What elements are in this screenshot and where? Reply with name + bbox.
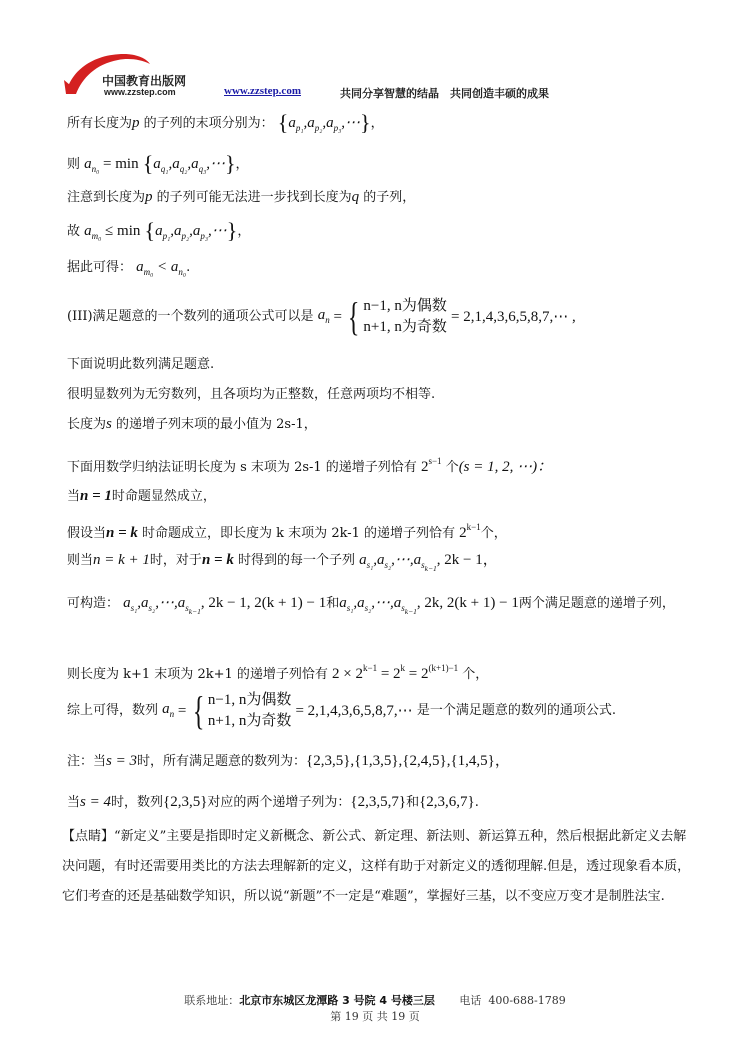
- math-var: $a_n$: [317, 306, 330, 325]
- static-text: 是一个满足题意的数列的通项公式.: [412, 703, 616, 718]
- static-text: 时，数列: [110, 795, 163, 810]
- math-eq: n = k + 1: [93, 552, 150, 568]
- static-text: 的递增子列末项的最小值为 2s-1，: [111, 417, 317, 432]
- text-line-7: 下面说明此数列满足题意.: [67, 357, 215, 372]
- math-range: (s = 1, 2, ⋯)：: [458, 459, 553, 475]
- static-text: 当: [67, 795, 81, 810]
- math-brace: {: [347, 294, 360, 339]
- static-text: 的子列，: [359, 190, 416, 205]
- text-line-14: [67, 594, 675, 621]
- case-even: n−1, n为偶数: [207, 692, 292, 708]
- static-text: .: [474, 795, 479, 810]
- case-odd: n+1, n为奇数: [207, 713, 292, 729]
- math-brace: {: [192, 688, 204, 733]
- math-set: {2,3,5}: [163, 794, 208, 810]
- math-set: $a_{q_1},a_{q_2},a_{q_3},\cdots$: [153, 156, 225, 174]
- math-op: ≤ min: [101, 223, 141, 239]
- static-text: 当: [67, 489, 81, 504]
- logo-chinese-text: 中国教育出版网: [102, 74, 187, 88]
- math-var: q: [351, 189, 360, 205]
- page-header: [62, 50, 682, 102]
- math-tail: , 2k, 2(k + 1) − 1: [416, 595, 519, 611]
- static-text: 则当: [67, 553, 94, 568]
- static-text: 个，: [458, 667, 489, 682]
- phone-label: 电话: [459, 994, 482, 1007]
- text-line-8: 很明显数列为无穷数列，且各项均为正整数，任意两项均不相等.: [67, 387, 436, 402]
- text-line-11: [67, 487, 216, 506]
- page-number: 第 19 页 共 19 页: [330, 1010, 420, 1023]
- math-eq: s = 4: [80, 794, 111, 810]
- text-line-2: 则 $a_{n_0} = \min$ $\{a_{q_1},a_{q_2},a_{q_3},\cdots\}$，: [67, 151, 249, 176]
- static-text: 则: [67, 157, 81, 172]
- math-eq: s = 3: [106, 753, 137, 769]
- static-text: 和: [326, 596, 340, 611]
- text-line-10: [67, 452, 552, 477]
- case-odd: n+1, n为奇数: [363, 319, 447, 335]
- math-subseq: $a_{s_1},a_{s_2},\cdots,a_{s_{k-1}}$: [359, 552, 437, 573]
- math-tail: , 2k − 1，: [436, 552, 498, 568]
- math-brace: }: [224, 151, 236, 176]
- static-text: 时命题成立，即长度为 k 末项为 2k-1 的递增子列恰有: [137, 526, 456, 541]
- logo-url-text: www.zzstep.com: [104, 87, 176, 97]
- math-brace: {: [142, 151, 154, 176]
- static-text: 长度为: [67, 417, 107, 432]
- static-text: (III)满足题意的一个数列的通项公式可以是: [67, 309, 314, 324]
- math-expr: $2 \times 2^{k-1} = 2^k = 2^{(k+1)-1}$: [332, 663, 459, 682]
- math-op: = min: [99, 156, 139, 172]
- static-text: 则长度为 k+1 末项为 2k+1 的递增子列恰有: [67, 667, 328, 682]
- math-tail: , 2k − 1, 2(k + 1) − 1: [200, 595, 327, 611]
- static-text: 假设当: [67, 526, 107, 541]
- text-line-4: 故 $a_{m_0} \le \min$ $\{a_{p_1},a_{p_2},a_{p_3},\cdots\}$，: [67, 218, 251, 243]
- math-var: $a_n$: [162, 700, 175, 719]
- static-text: 故: [67, 224, 81, 239]
- static-text: 个，: [480, 526, 507, 541]
- math-expr: $a_{n_0}$: [84, 156, 100, 174]
- publisher-logo: [62, 50, 202, 102]
- piecewise-cases: [208, 690, 291, 732]
- math-set: {2,3,5,7}: [350, 794, 407, 810]
- math-eq: n = 1: [80, 488, 112, 504]
- static-text: 的子列的末项分别为：: [139, 116, 274, 131]
- math-var: p: [132, 115, 140, 131]
- math-brace: }: [226, 218, 238, 243]
- static-text: 的子列可能无法进一步找到长度为: [152, 190, 352, 205]
- math-var: s: [106, 416, 112, 432]
- static-text: 可构造：: [67, 596, 120, 611]
- math-expr: $a_{m_0}$: [84, 223, 102, 241]
- text-line-16-formula: 综上可得，数列 $a_n$ = { n−1, n为偶数 n+1, n为奇数 = 2,1,4,3,6,5,8,7,⋯ 是一个满足题意的数列的通项公式.: [67, 688, 616, 733]
- static-text: 综上可得，数列: [67, 703, 159, 718]
- math-set: $a_{p_1},a_{p_2},a_{p_3},\cdots$: [155, 223, 227, 241]
- text-line-15: [67, 659, 488, 684]
- header-slogan: 共同分享智慧的结晶 共同创造丰硕的成果: [340, 87, 549, 100]
- website-link[interactable]: www.zzstep.com: [224, 85, 301, 97]
- math-var: p: [145, 189, 153, 205]
- static-text: 两个满足题意的递增子列，: [518, 596, 675, 611]
- static-text: 对应的两个递增子列为：: [207, 795, 351, 810]
- piecewise-cases: [363, 296, 446, 338]
- static-text: 下面用数学归纳法证明长度为 s 末项为 2s-1 的递增子列恰有: [67, 460, 417, 475]
- key-point-note: 【点睛】“新定义”主要是指即时定义新概念、新公式、新定理、新法则、新运算五种，然后根据此新定义去解决问题，有时还需要用类比的方法去理解新的定义，这样有助于对新定义的透彻理解.但是，透过现象看本质，它们考查的还是基础数学知识，所以说“新题”不一定是“难题”，掌握好三基，以不变应万变才是制胜法宝.: [62, 829, 691, 904]
- math-subseq: $a_{s_1},a_{s_2},\cdots,a_{s_{k-1}}$: [339, 595, 417, 616]
- text-line-9: [67, 415, 317, 434]
- text-line-5: 据此可得： $a_{m_0} < a_{n_0}$.: [67, 259, 191, 277]
- address: 北京市东城区龙潭路 3 号院 4 号楼三层: [239, 994, 435, 1007]
- text-line-17: [67, 752, 510, 771]
- static-text: 时命题显然成立，: [111, 489, 216, 504]
- text-line-3: [67, 188, 415, 207]
- math-power: $2^{s-1}$: [420, 456, 442, 475]
- text-line-6-formula: (III)满足题意的一个数列的通项公式可以是 $a_n$ = { n−1, n为偶数 n+1, n为奇数 = 2,1,4,3,6,5,8,7,⋯ ,: [67, 294, 576, 339]
- text-line-13: [67, 551, 498, 578]
- math-eq: n = k: [106, 525, 138, 541]
- static-text: 时，所有满足题意的数列为：: [136, 754, 306, 769]
- text-line-12: [67, 518, 507, 543]
- text-line-18: [67, 793, 479, 812]
- static-text: 所有长度为: [67, 116, 133, 131]
- math-power: $2^{k-1}$: [459, 522, 481, 541]
- math-subseq: $a_{s_1},a_{s_2},\cdots,a_{s_{k-1}}$: [123, 595, 201, 616]
- static-text: 时得到的每一个子列: [233, 553, 355, 568]
- math-eq: n = k: [201, 552, 234, 568]
- math-brace: {: [144, 218, 156, 243]
- static-text: 时，对于: [149, 553, 202, 568]
- static-text: 注意到长度为: [67, 190, 146, 205]
- math-sequence: = 2,1,4,3,6,5,8,7,⋯ ,: [451, 309, 576, 325]
- math-sequence: = 2,1,4,3,6,5,8,7,⋯: [295, 703, 413, 719]
- math-set: $a_{p_1},a_{p_2},a_{p_3},\cdots$: [288, 115, 361, 133]
- static-text: 注：当: [67, 754, 107, 769]
- address-label: 联系地址：: [184, 994, 240, 1007]
- phone-number: 400-688-1789: [488, 994, 566, 1007]
- static-text: 据此可得：: [67, 260, 133, 275]
- math-brace: {: [277, 110, 289, 135]
- page-footer-contact: [0, 992, 750, 1008]
- math-sets: {2,3,5},{1,3,5},{2,4,5},{1,4,5}，: [306, 753, 510, 769]
- math-expr: $a_{m_0} < a_{n_0}$: [136, 259, 187, 277]
- static-text: 个: [445, 460, 459, 475]
- math-brace: }: [360, 110, 371, 135]
- static-text: 和: [406, 795, 420, 810]
- math-set: {2,3,6,7}: [419, 794, 475, 810]
- case-even: n−1, n为偶数: [363, 298, 447, 314]
- text-line-1: 所有长度为p 的子列的末项分别为： $\{a_{p_1},a_{p_2},a_{p_3},\cdots\}$，: [67, 110, 384, 135]
